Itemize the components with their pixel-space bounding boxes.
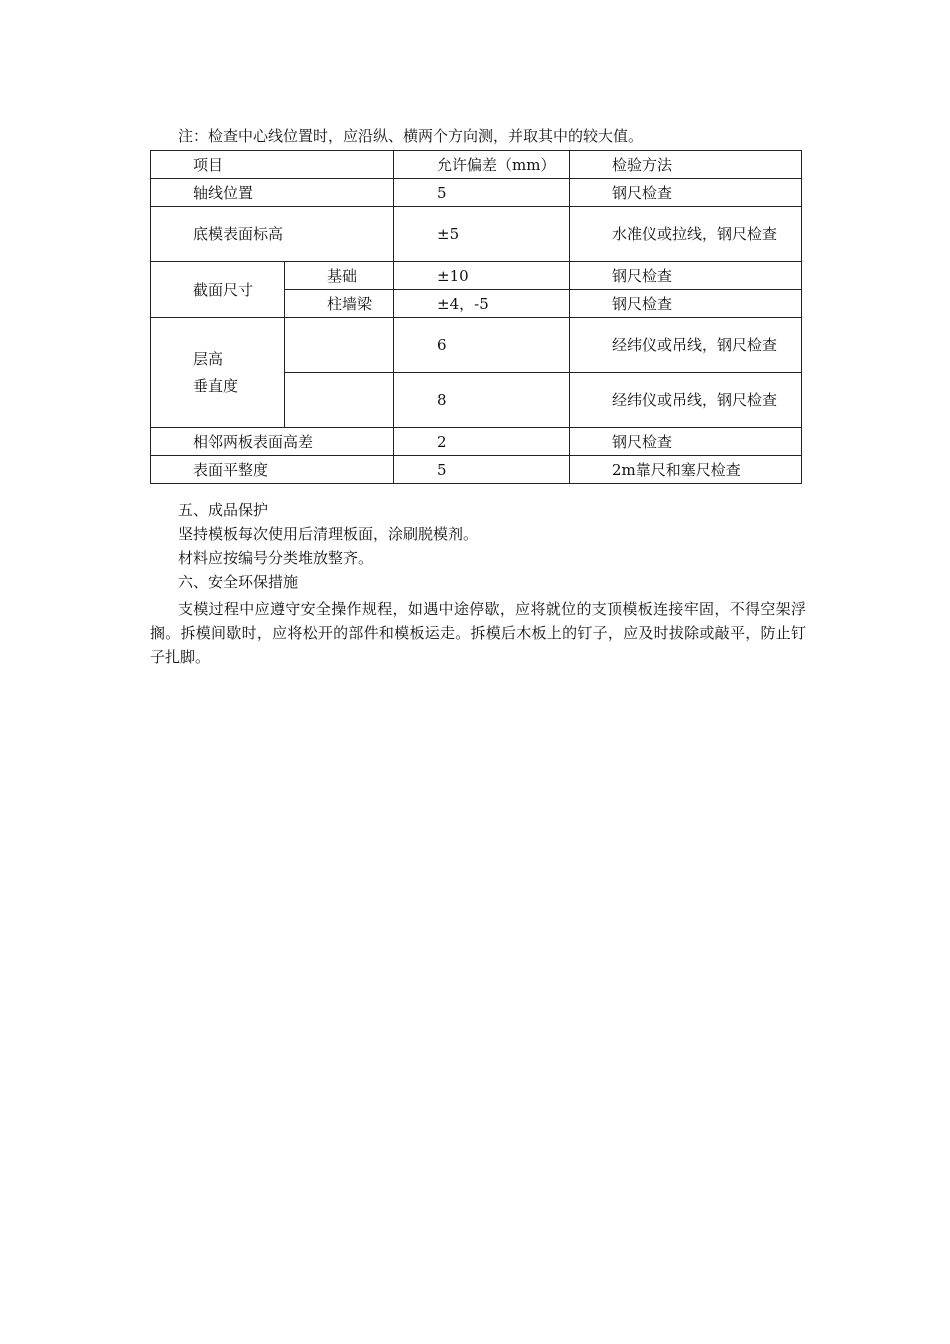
cell-method: 2m靠尺和塞尺检查 <box>570 456 802 484</box>
table-row <box>151 207 802 262</box>
cell-item <box>151 318 285 428</box>
cell-method: 钢尺检查 <box>570 428 802 456</box>
section-five-paragraph: 坚持模板每次使用后清理板面，涂刷脱模剂。 <box>178 525 479 543</box>
cell-tolerance: ±5 <box>394 207 570 262</box>
header-method: 检验方法 <box>570 151 802 179</box>
cell-tolerance: ±4，-5 <box>394 290 570 318</box>
cell-item: 底模表面标高 <box>151 207 394 262</box>
cell-subitem: 基础 <box>285 262 394 290</box>
table-row <box>151 262 802 290</box>
cell-item: 表面平整度 <box>151 456 394 484</box>
cell-method: 钢尺检查 <box>570 179 802 207</box>
cell-method: 水准仪或拉线，钢尺检查 <box>570 207 802 262</box>
cell-tolerance: 5 <box>394 179 570 207</box>
cell-method: 钢尺检查 <box>570 290 802 318</box>
section-five-paragraph: 材料应按编号分类堆放整齐。 <box>178 549 374 567</box>
cell-tolerance: 8 <box>394 373 570 428</box>
table-row <box>151 318 802 373</box>
table-row <box>151 428 802 456</box>
cell-method: 经纬仪或吊线，钢尺检查 <box>570 318 802 373</box>
table-row <box>151 456 802 484</box>
cell-tolerance: ±10 <box>394 262 570 290</box>
table-row <box>151 179 802 207</box>
table-header-row <box>151 151 802 179</box>
tolerance-table <box>150 150 802 484</box>
section-five-title: 五、成品保护 <box>178 501 269 519</box>
cell-item-line: 层高 <box>193 349 224 368</box>
table-note: 注：检查中心线位置时，应沿纵、横两个方向测，并取其中的较大值。 <box>178 127 644 145</box>
header-tolerance: 允许偏差（mm） <box>394 151 570 179</box>
cell-item: 相邻两板表面高差 <box>151 428 394 456</box>
section-six-paragraph: 支模过程中应遵守安全操作规程，如遇中途停歇，应将就位的支顶模板连接牢固，不得空架浮搁。拆模间歇时，应将松开的部件和模板运走。拆模后木板上的钉子，应及时拔除或敲平，防止钉子扎脚。 <box>150 600 806 666</box>
cell-method: 钢尺检查 <box>570 262 802 290</box>
cell-subitem-empty <box>285 373 394 428</box>
cell-item: 轴线位置 <box>151 179 394 207</box>
cell-subitem-empty <box>285 318 394 373</box>
cell-tolerance: 5 <box>394 456 570 484</box>
section-six-title: 六、安全环保措施 <box>178 573 299 591</box>
cell-tolerance: 6 <box>394 318 570 373</box>
cell-item-line: 垂直度 <box>193 376 239 395</box>
header-item: 项目 <box>151 151 394 179</box>
cell-tolerance: 2 <box>394 428 570 456</box>
cell-method: 经纬仪或吊线，钢尺检查 <box>570 373 802 428</box>
cell-item: 截面尺寸 <box>151 262 285 318</box>
cell-subitem: 柱墙梁 <box>285 290 394 318</box>
